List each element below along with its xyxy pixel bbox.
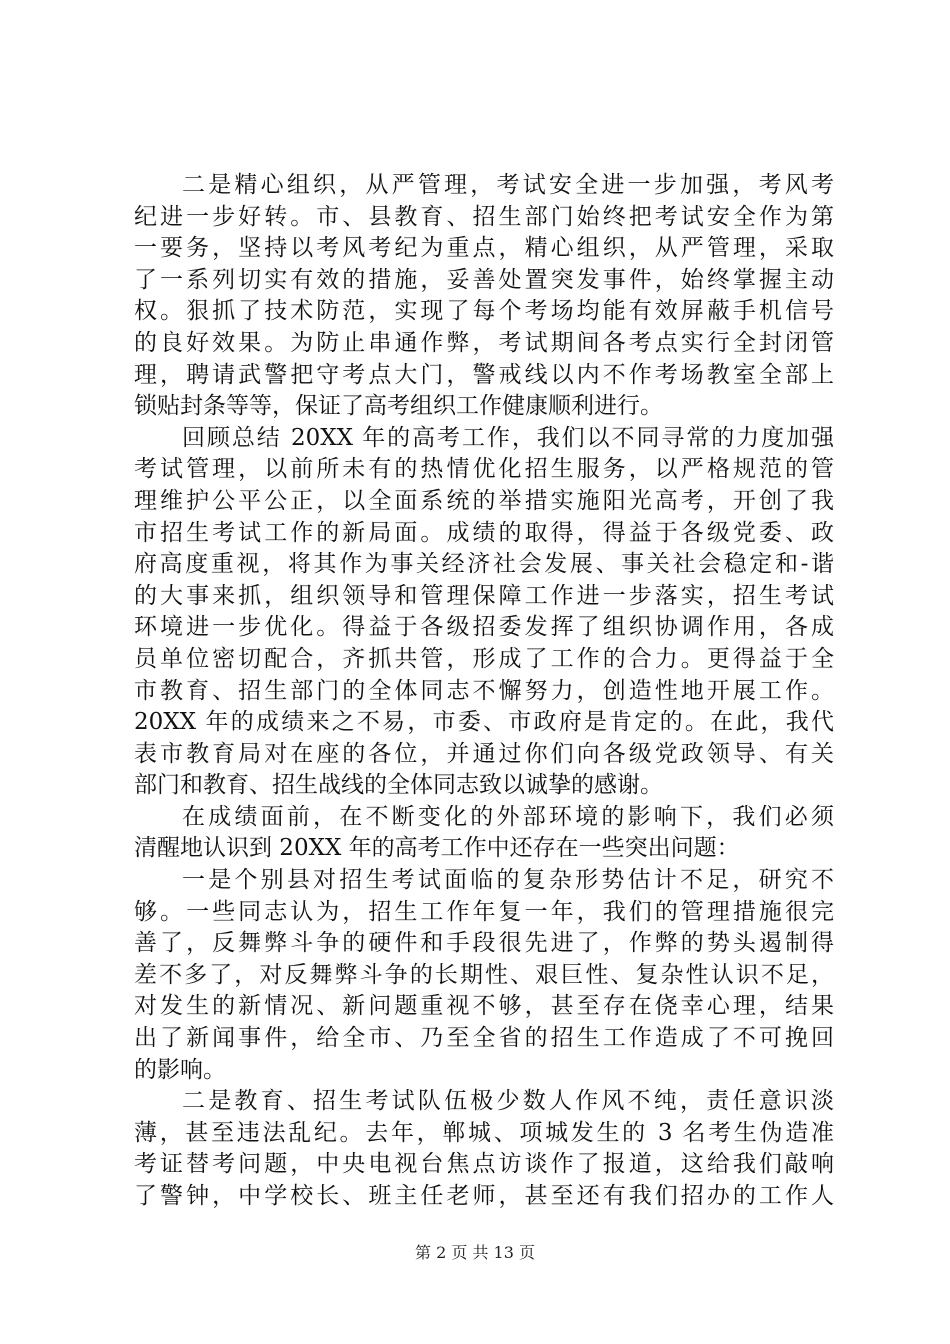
text-line: 环境进一步优化。得益于各级招委发挥了组织协调作用，各成 (134, 614, 834, 641)
text-line: 在成绩面前，在不断变化的外部环境的影响下，我们必须 (182, 803, 834, 830)
text-line: 理维护公平公正，以全面系统的举措实施阳光高考，开创了我 (134, 487, 834, 514)
text-line: 表市教育局对在座的各位，并通过你们向各级党政领导、有关 (134, 740, 834, 767)
text-line: 的大事来抓，组织领导和管理保障工作进一步落实，招生考试 (134, 582, 834, 609)
text-line: 考试管理，以前所未有的热情优化招生服务，以严格规范的管 (134, 456, 834, 483)
text-line: 对发生的新情况、新问题重视不够，甚至存在侥幸心理，结果 (134, 993, 834, 1020)
text-line: 二是教育、招生考试队伍极少数人作风不纯，责任意识淡 (182, 1088, 834, 1115)
text-line: 出了新闻事件，给全市、乃至全省的招生工作造成了不可挽回 (134, 1025, 834, 1052)
text-line: 差不多了，对反舞弊斗争的长期性、艰巨性、复杂性认识不足， (134, 961, 834, 988)
text-line: 的良好效果。为防止串通作弊，考试期间各考点实行全封闭管 (134, 329, 834, 356)
text-line: 权。狠抓了技术防范，实现了每个考场均能有效屏蔽手机信号 (134, 298, 834, 325)
text-line: 20XX 年的成绩来之不易，市委、市政府是肯定的。在此，我代 (134, 709, 834, 736)
text-line: 纪进一步好转。市、县教育、招生部门始终把考试安全作为第 (134, 203, 834, 230)
text-line: 一要务，坚持以考风考纪为重点，精心组织，从严管理，采取 (134, 235, 834, 262)
text-line: 了一系列切实有效的措施，妥善处置突发事件，始终掌握主动 (134, 266, 834, 293)
text-line: 了警钟，中学校长、班主任老师，甚至还有我们招办的工作人 (134, 1183, 834, 1209)
text-line: 员单位密切配合，齐抓共管，形成了工作的合力。更得益于全 (134, 645, 834, 672)
text-line: 市招生考试工作的新局面。成绩的取得，得益于各级党委、政 (134, 519, 834, 546)
text-line: 一是个别县对招生考试面临的复杂形势估计不足，研究不 (182, 867, 834, 894)
text-line: 部门和教育、招生战线的全体同志致以诚挚的感谢。 (134, 772, 663, 799)
document-body (134, 170, 834, 1213)
text-line: 二是精心组织，从严管理，考试安全进一步加强，考风考 (182, 172, 834, 198)
text-line: 够。一些同志认为，招生工作年复一年，我们的管理措施很完 (134, 898, 834, 925)
text-line: 考证替考问题，中央电视台焦点访谈作了报道，这给我们敲响 (134, 1151, 834, 1178)
text-line: 回顾总结 20XX 年的高考工作，我们以不同寻常的力度加强 (182, 424, 834, 451)
text-line: 的影响。 (134, 1056, 226, 1083)
text-line: 理，聘请武警把守考点大门，警戒线以内不作考场教室全部上 (134, 361, 834, 388)
text-line: 府高度重视，将其作为事关经济社会发展、事关社会稳定和-谐 (134, 551, 834, 578)
text-line: 清醒地认识到 20XX 年的高考工作中还存在一些突出问题： (134, 835, 740, 862)
text-line: 锁贴封条等等，保证了高考组织工作健康顺利进行。 (134, 393, 663, 420)
text-line: 市教育、招生部门的全体同志不懈努力，创造性地开展工作。 (134, 677, 834, 704)
page-footer: 第 2 页 共 13 页 (415, 1243, 535, 1262)
text-line: 善了，反舞弊斗争的硬件和手段很先进了，作弊的势头遏制得 (134, 930, 834, 957)
text-line: 薄，甚至违法乱纪。去年，郸城、项城发生的 3 名考生伪造准 (134, 1119, 834, 1146)
